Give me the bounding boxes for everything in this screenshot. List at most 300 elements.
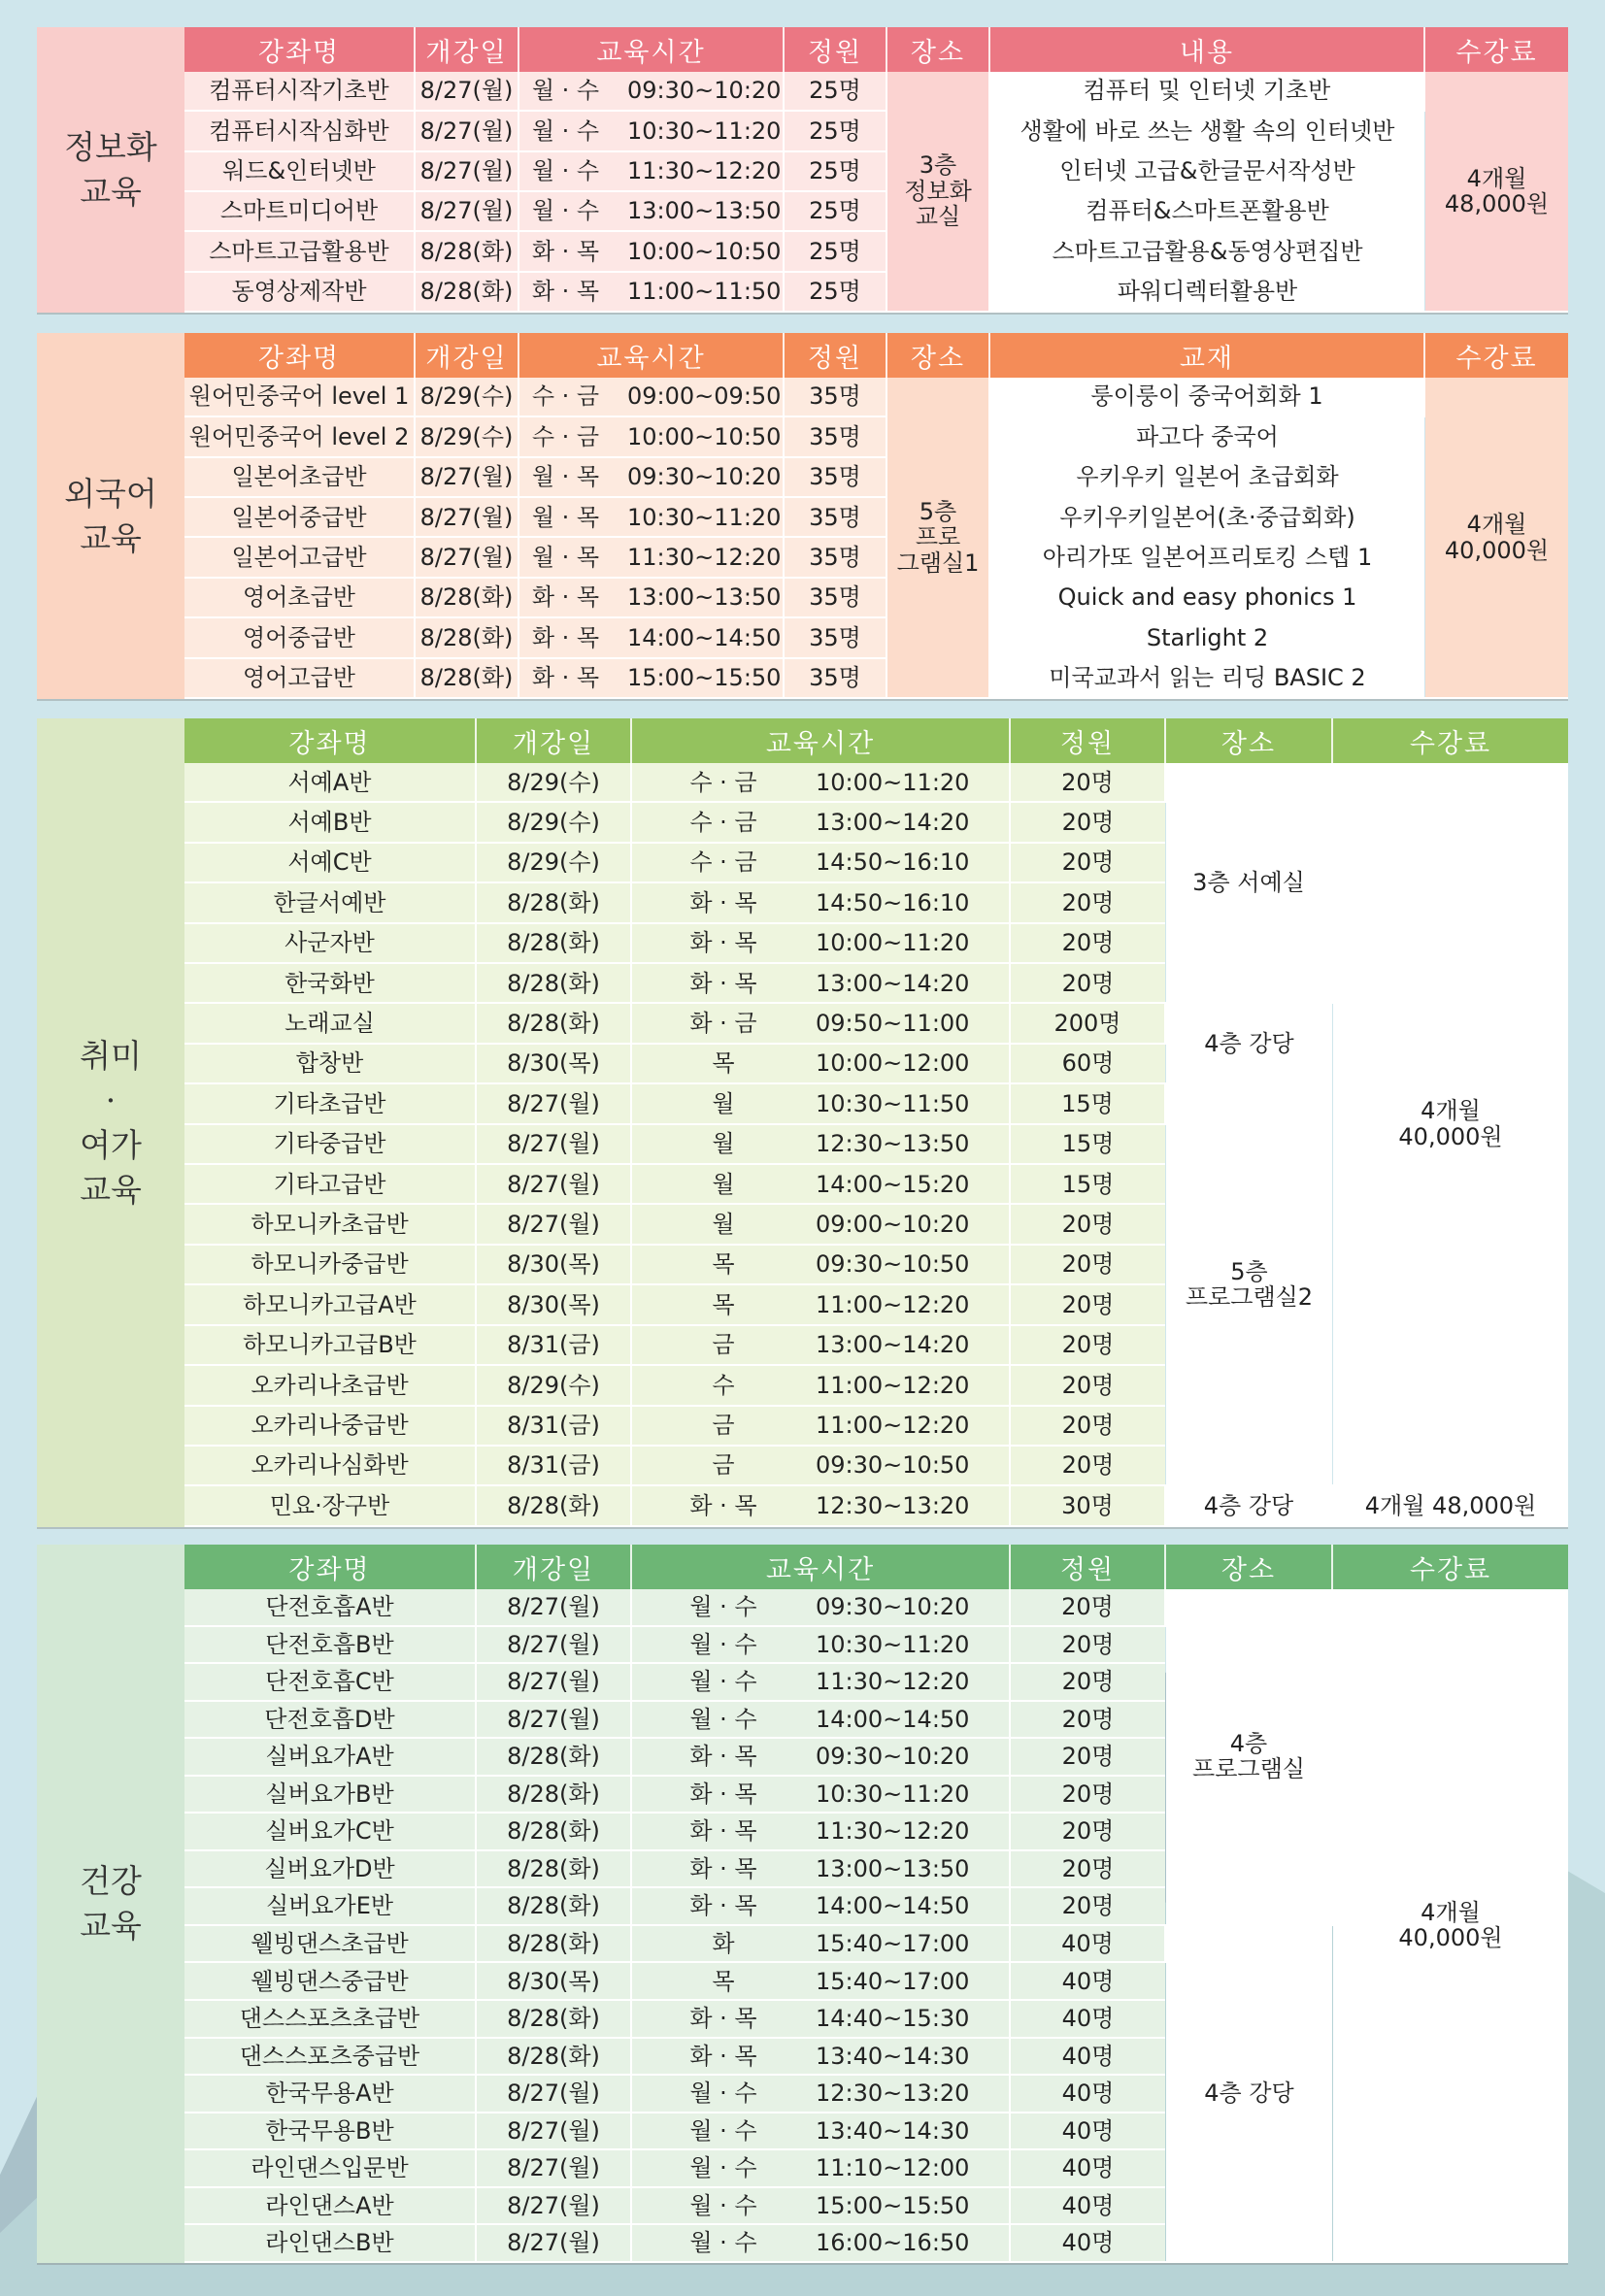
course-name: 오카리나심화반 bbox=[184, 1446, 476, 1485]
start-date: 8/28(화) bbox=[415, 658, 518, 698]
header-start: 개강일 bbox=[476, 1545, 631, 1589]
course-content: 우키우키 일본어 초급회화 bbox=[989, 457, 1424, 497]
start-date: 8/28(화) bbox=[476, 1738, 631, 1776]
start-date: 8/27(월) bbox=[476, 2113, 631, 2150]
header-capacity: 정원 bbox=[1010, 1545, 1165, 1589]
class-time-cell bbox=[518, 272, 784, 312]
class-time: 13:00~14:20 bbox=[816, 1331, 970, 1359]
table-row bbox=[184, 1589, 1568, 1626]
class-time-cell bbox=[518, 72, 784, 111]
capacity: 20명 bbox=[1010, 843, 1165, 882]
class-days: 수 · 금 bbox=[531, 383, 600, 411]
capacity: 20명 bbox=[1010, 763, 1165, 802]
start-date: 8/27(월) bbox=[476, 1589, 631, 1626]
class-days: 월 · 수 bbox=[689, 2116, 757, 2145]
table-row bbox=[184, 231, 1568, 271]
venue: 5층 프로그램실2 bbox=[1165, 1083, 1332, 1485]
class-days: 월 · 수 bbox=[689, 2080, 757, 2108]
section-hobby-education bbox=[37, 718, 1568, 1527]
course-name: 기타중급반 bbox=[184, 1124, 476, 1164]
course-content: 룽이룽이 중국어회화 1 bbox=[989, 378, 1424, 416]
class-days: 월 · 수 bbox=[689, 2191, 757, 2219]
course-content: 생활에 바로 쓰는 생활 속의 인터넷반 bbox=[989, 111, 1424, 150]
section-info-education bbox=[37, 27, 1568, 313]
capacity: 20명 bbox=[1010, 923, 1165, 963]
venue: 4층 강당 bbox=[1165, 1003, 1332, 1083]
class-time: 11:30~12:20 bbox=[816, 1817, 970, 1846]
table-row bbox=[184, 617, 1568, 657]
course-content: Quick and easy phonics 1 bbox=[989, 578, 1424, 617]
course-content: 파고다 중국어 bbox=[989, 416, 1424, 456]
class-time: 14:00~14:50 bbox=[627, 623, 782, 651]
class-time: 09:00~10:20 bbox=[816, 1210, 970, 1238]
capacity: 20명 bbox=[1010, 1406, 1165, 1446]
class-time: 09:00~09:50 bbox=[627, 383, 782, 411]
course-name: 실버요가C반 bbox=[184, 1813, 476, 1850]
course-name: 스마트미디어반 bbox=[184, 191, 415, 231]
capacity: 20명 bbox=[1010, 1589, 1165, 1626]
class-time: 09:30~10:20 bbox=[816, 1743, 970, 1771]
capacity: 20명 bbox=[1010, 1446, 1165, 1485]
class-time-cell bbox=[631, 1813, 1010, 1850]
capacity: 20명 bbox=[1010, 1887, 1165, 1925]
header-time: 교육시간 bbox=[518, 27, 784, 72]
capacity: 15명 bbox=[1010, 1164, 1165, 1204]
capacity: 40명 bbox=[1010, 1925, 1165, 1963]
class-time: 09:30~10:20 bbox=[627, 77, 782, 105]
class-time: 10:30~11:20 bbox=[816, 1630, 970, 1658]
table-row bbox=[184, 497, 1568, 537]
capacity: 20명 bbox=[1010, 882, 1165, 922]
class-days: 수 · 금 bbox=[689, 808, 757, 836]
start-date: 8/29(수) bbox=[415, 378, 518, 416]
header-fee: 수강료 bbox=[1332, 1545, 1568, 1589]
venue: 4층 강당 bbox=[1165, 1925, 1332, 2262]
course-name: 기타초급반 bbox=[184, 1083, 476, 1123]
class-days: 화 · 목 bbox=[689, 1817, 757, 1846]
class-days: 월 · 수 bbox=[689, 2229, 757, 2257]
header-venue: 장소 bbox=[1165, 718, 1332, 763]
class-time-cell bbox=[631, 1626, 1010, 1664]
class-time-cell bbox=[631, 1204, 1010, 1244]
course-name: 오카리나중급반 bbox=[184, 1406, 476, 1446]
course-name: 원어민중국어 level 1 bbox=[184, 378, 415, 416]
course-name: 단전호흡A반 bbox=[184, 1589, 476, 1626]
fee: 4개월 40,000원 bbox=[1332, 763, 1568, 1485]
class-time: 15:00~15:50 bbox=[627, 664, 782, 692]
capacity: 20명 bbox=[1010, 1813, 1165, 1850]
class-time: 11:00~11:50 bbox=[627, 278, 782, 306]
class-days: 금 bbox=[712, 1412, 735, 1439]
class-time: 11:10~12:00 bbox=[816, 2154, 970, 2182]
class-days: 월 · 수 bbox=[689, 1668, 757, 1696]
course-name: 단전호흡B반 bbox=[184, 1626, 476, 1664]
capacity: 25명 bbox=[784, 111, 886, 150]
course-name: 동영상제작반 bbox=[184, 272, 415, 312]
class-time: 14:40~15:30 bbox=[816, 2005, 970, 2033]
capacity: 25명 bbox=[784, 191, 886, 231]
class-time: 09:50~11:00 bbox=[816, 1009, 970, 1037]
class-time-cell bbox=[631, 1284, 1010, 1324]
capacity: 35명 bbox=[784, 537, 886, 577]
course-name: 일본어중급반 bbox=[184, 497, 415, 537]
capacity: 40명 bbox=[1010, 2000, 1165, 2038]
capacity: 25명 bbox=[784, 72, 886, 111]
start-date: 8/30(목) bbox=[476, 1245, 631, 1284]
capacity: 20명 bbox=[1010, 1204, 1165, 1244]
class-time-cell bbox=[631, 802, 1010, 842]
class-time: 11:00~12:20 bbox=[816, 1371, 970, 1399]
class-time: 16:00~16:50 bbox=[816, 2229, 970, 2257]
course-name: 노래교실 bbox=[184, 1003, 476, 1043]
table-row bbox=[184, 537, 1568, 577]
class-time: 11:30~12:20 bbox=[627, 157, 782, 185]
class-days: 월 · 수 bbox=[531, 197, 600, 225]
course-name: 서예B반 bbox=[184, 802, 476, 842]
course-table bbox=[184, 1545, 1568, 2263]
course-name: 스마트고급활용반 bbox=[184, 231, 415, 271]
start-date: 8/28(화) bbox=[415, 272, 518, 312]
class-days: 월 bbox=[712, 1210, 735, 1238]
class-days: 월 bbox=[712, 1130, 735, 1158]
start-date: 8/28(화) bbox=[415, 617, 518, 657]
course-content: 미국교과서 읽는 리딩 BASIC 2 bbox=[989, 658, 1424, 698]
course-table bbox=[184, 333, 1568, 699]
start-date: 8/27(월) bbox=[476, 2187, 631, 2225]
class-days: 화 · 목 bbox=[689, 1854, 757, 1882]
course-name: 라인댄스A반 bbox=[184, 2187, 476, 2225]
capacity: 20명 bbox=[1010, 1738, 1165, 1776]
capacity: 40명 bbox=[1010, 2038, 1165, 2076]
course-name: 컴퓨터시작심화반 bbox=[184, 111, 415, 150]
class-days: 월 · 수 bbox=[531, 116, 600, 145]
start-date: 8/28(화) bbox=[476, 1485, 631, 1526]
capacity: 20명 bbox=[1010, 963, 1165, 1003]
course-content: 컴퓨터 및 인터넷 기초반 bbox=[989, 72, 1424, 111]
start-date: 8/29(수) bbox=[476, 763, 631, 802]
class-days: 월 · 수 bbox=[689, 1705, 757, 1733]
class-time: 13:00~13:50 bbox=[627, 197, 782, 225]
class-days: 월 · 수 bbox=[689, 1593, 757, 1621]
start-date: 8/28(화) bbox=[476, 882, 631, 922]
class-time-cell bbox=[631, 1776, 1010, 1814]
start-date: 8/27(월) bbox=[415, 497, 518, 537]
header-capacity: 정원 bbox=[784, 333, 886, 378]
course-name: 웰빙댄스중급반 bbox=[184, 1962, 476, 2000]
course-name: 영어초급반 bbox=[184, 578, 415, 617]
header-fee: 수강료 bbox=[1332, 718, 1568, 763]
class-time: 09:30~10:50 bbox=[816, 1451, 970, 1480]
course-name: 라인댄스B반 bbox=[184, 2224, 476, 2262]
course-name: 실버요가E반 bbox=[184, 1887, 476, 1925]
class-days: 화 · 목 bbox=[531, 583, 600, 612]
class-time-cell bbox=[631, 2187, 1010, 2225]
course-name: 한국화반 bbox=[184, 963, 476, 1003]
capacity: 30명 bbox=[1010, 1485, 1165, 1526]
course-table bbox=[184, 27, 1568, 313]
capacity: 20명 bbox=[1010, 1776, 1165, 1814]
header-start: 개강일 bbox=[415, 27, 518, 72]
course-name: 일본어초급반 bbox=[184, 457, 415, 497]
class-days: 수 bbox=[712, 1371, 735, 1399]
class-time: 14:50~16:10 bbox=[816, 888, 970, 916]
class-time: 10:00~10:50 bbox=[627, 237, 782, 265]
start-date: 8/31(금) bbox=[476, 1325, 631, 1365]
class-time: 12:30~13:50 bbox=[816, 1130, 970, 1158]
class-time-cell bbox=[631, 1485, 1010, 1526]
class-days: 월 bbox=[712, 1089, 735, 1117]
class-time-cell bbox=[631, 2113, 1010, 2150]
start-date: 8/31(금) bbox=[476, 1406, 631, 1446]
table-row bbox=[184, 763, 1568, 802]
class-days: 화 · 목 bbox=[689, 1892, 757, 1920]
class-time-cell bbox=[631, 1164, 1010, 1204]
class-days: 화 · 금 bbox=[689, 1009, 757, 1037]
class-time: 11:00~12:20 bbox=[816, 1412, 970, 1439]
class-time-cell bbox=[518, 191, 784, 231]
class-time: 13:00~14:20 bbox=[816, 969, 970, 997]
capacity: 15명 bbox=[1010, 1124, 1165, 1164]
start-date: 8/31(금) bbox=[476, 1446, 631, 1485]
class-time-cell bbox=[631, 2149, 1010, 2187]
class-time-cell bbox=[631, 1003, 1010, 1043]
start-date: 8/27(월) bbox=[476, 2075, 631, 2113]
class-time-cell bbox=[631, 923, 1010, 963]
class-time: 10:00~12:00 bbox=[816, 1049, 970, 1078]
class-time: 13:00~13:50 bbox=[816, 1854, 970, 1882]
header-venue: 장소 bbox=[1165, 1545, 1332, 1589]
course-name: 댄스스포츠중급반 bbox=[184, 2038, 476, 2076]
class-time: 15:00~15:50 bbox=[816, 2191, 970, 2219]
table-row bbox=[184, 416, 1568, 456]
capacity: 60명 bbox=[1010, 1044, 1165, 1083]
class-days: 화 bbox=[712, 1929, 735, 1957]
class-time-cell bbox=[631, 2075, 1010, 2113]
class-time-cell bbox=[631, 843, 1010, 882]
header-textbook: 교재 bbox=[989, 333, 1424, 378]
start-date: 8/29(수) bbox=[476, 802, 631, 842]
start-date: 8/28(화) bbox=[476, 963, 631, 1003]
course-name: 한국무용A반 bbox=[184, 2075, 476, 2113]
capacity: 20명 bbox=[1010, 1365, 1165, 1405]
class-time-cell bbox=[631, 2224, 1010, 2262]
start-date: 8/28(화) bbox=[415, 578, 518, 617]
class-time-cell bbox=[631, 2038, 1010, 2076]
course-name: 오카리나초급반 bbox=[184, 1365, 476, 1405]
class-time: 13:00~14:20 bbox=[816, 808, 970, 836]
course-name: 실버요가A반 bbox=[184, 1738, 476, 1776]
header-course: 강좌명 bbox=[184, 27, 415, 72]
class-days: 화 · 목 bbox=[531, 278, 600, 306]
class-time-cell bbox=[518, 658, 784, 698]
course-name: 하모니카중급반 bbox=[184, 1245, 476, 1284]
course-content: 스마트고급활용&동영상편집반 bbox=[989, 231, 1424, 271]
start-date: 8/28(화) bbox=[476, 923, 631, 963]
start-date: 8/29(수) bbox=[415, 416, 518, 456]
class-days: 수 · 금 bbox=[531, 422, 600, 450]
class-days: 월 · 수 bbox=[689, 2154, 757, 2182]
table-header-row bbox=[184, 27, 1568, 72]
course-name: 민요·장구반 bbox=[184, 1485, 476, 1526]
class-time: 10:30~11:50 bbox=[816, 1089, 970, 1117]
header-venue: 장소 bbox=[886, 333, 989, 378]
table-row bbox=[184, 457, 1568, 497]
class-time-cell bbox=[518, 111, 784, 150]
class-time-cell bbox=[518, 578, 784, 617]
class-days: 월 · 목 bbox=[531, 503, 600, 531]
class-time: 10:30~11:20 bbox=[816, 1780, 970, 1808]
class-days: 수 · 금 bbox=[689, 849, 757, 877]
class-days: 월 · 목 bbox=[531, 463, 600, 491]
header-course: 강좌명 bbox=[184, 333, 415, 378]
class-days: 월 bbox=[712, 1170, 735, 1198]
class-days: 화 · 목 bbox=[531, 664, 600, 692]
class-days: 목 bbox=[712, 1250, 735, 1279]
course-name: 한글서예반 bbox=[184, 882, 476, 922]
capacity: 35명 bbox=[784, 378, 886, 416]
table-header-row bbox=[184, 1545, 1568, 1589]
class-days: 화 · 목 bbox=[689, 969, 757, 997]
course-name: 웰빙댄스초급반 bbox=[184, 1925, 476, 1963]
course-content: 인터넷 고급&한글문서작성반 bbox=[989, 151, 1424, 191]
capacity: 40명 bbox=[1010, 2149, 1165, 2187]
venue: 5층 프로 그램실1 bbox=[886, 378, 989, 698]
class-time: 10:30~11:20 bbox=[627, 116, 782, 145]
course-name: 사군자반 bbox=[184, 923, 476, 963]
class-days: 목 bbox=[712, 1967, 735, 1995]
class-time-cell bbox=[631, 1446, 1010, 1485]
table-row bbox=[184, 658, 1568, 698]
table-row bbox=[184, 1485, 1568, 1526]
course-name: 합창반 bbox=[184, 1044, 476, 1083]
fee: 4개월 40,000원 bbox=[1424, 378, 1568, 698]
class-time: 12:30~13:20 bbox=[816, 1491, 970, 1519]
start-date: 8/28(화) bbox=[476, 1813, 631, 1850]
start-date: 8/27(월) bbox=[415, 151, 518, 191]
table-row bbox=[184, 191, 1568, 231]
table-row bbox=[184, 72, 1568, 111]
class-days: 월 · 수 bbox=[531, 157, 600, 185]
section-label: 정보화 교육 bbox=[37, 27, 184, 313]
class-time: 15:40~17:00 bbox=[816, 1967, 970, 1995]
class-time: 10:00~10:50 bbox=[627, 422, 782, 450]
course-name: 서예A반 bbox=[184, 763, 476, 802]
capacity: 20명 bbox=[1010, 802, 1165, 842]
class-time-cell bbox=[631, 1083, 1010, 1123]
table-row bbox=[184, 272, 1568, 312]
start-date: 8/30(목) bbox=[476, 1044, 631, 1083]
header-fee: 수강료 bbox=[1424, 27, 1568, 72]
class-time-cell bbox=[631, 1738, 1010, 1776]
capacity: 25명 bbox=[784, 231, 886, 271]
start-date: 8/30(목) bbox=[476, 1962, 631, 2000]
capacity: 40명 bbox=[1010, 2075, 1165, 2113]
capacity: 40명 bbox=[1010, 1962, 1165, 2000]
class-time-cell bbox=[631, 882, 1010, 922]
start-date: 8/27(월) bbox=[476, 1164, 631, 1204]
course-name: 라인댄스입문반 bbox=[184, 2149, 476, 2187]
class-time: 14:00~14:50 bbox=[816, 1705, 970, 1733]
class-time-cell bbox=[631, 1925, 1010, 1963]
class-time-cell bbox=[518, 617, 784, 657]
start-date: 8/27(월) bbox=[476, 1626, 631, 1664]
course-name: 단전호흡C반 bbox=[184, 1663, 476, 1701]
header-capacity: 정원 bbox=[1010, 718, 1165, 763]
start-date: 8/28(화) bbox=[476, 2038, 631, 2076]
start-date: 8/27(월) bbox=[476, 2224, 631, 2262]
class-time: 09:30~10:20 bbox=[816, 1593, 970, 1621]
course-name: 한국무용B반 bbox=[184, 2113, 476, 2150]
course-name: 워드&인터넷반 bbox=[184, 151, 415, 191]
class-time-cell bbox=[631, 1962, 1010, 2000]
capacity: 200명 bbox=[1010, 1003, 1165, 1043]
start-date: 8/27(월) bbox=[415, 72, 518, 111]
course-name: 컴퓨터시작기초반 bbox=[184, 72, 415, 111]
class-days: 화 · 목 bbox=[689, 1491, 757, 1519]
class-time: 12:30~13:20 bbox=[816, 2080, 970, 2108]
capacity: 20명 bbox=[1010, 1850, 1165, 1888]
class-time-cell bbox=[631, 1887, 1010, 1925]
fee: 4개월 48,000원 bbox=[1332, 1485, 1568, 1526]
class-time-cell bbox=[631, 1044, 1010, 1083]
class-time-cell bbox=[518, 537, 784, 577]
course-content: Starlight 2 bbox=[989, 617, 1424, 657]
capacity: 40명 bbox=[1010, 2113, 1165, 2150]
class-time: 13:40~14:30 bbox=[816, 2042, 970, 2070]
fee: 4개월 48,000원 bbox=[1424, 72, 1568, 312]
capacity: 20명 bbox=[1010, 1245, 1165, 1284]
capacity: 20명 bbox=[1010, 1325, 1165, 1365]
class-time-cell bbox=[631, 1663, 1010, 1701]
class-time: 10:30~11:20 bbox=[627, 503, 782, 531]
start-date: 8/28(화) bbox=[476, 1003, 631, 1043]
capacity: 40명 bbox=[1010, 2224, 1165, 2262]
capacity: 35명 bbox=[784, 658, 886, 698]
class-time: 11:30~12:20 bbox=[816, 1668, 970, 1696]
class-time: 15:40~17:00 bbox=[816, 1929, 970, 1957]
start-date: 8/28(화) bbox=[415, 231, 518, 271]
section-label: 취미 · 여가 교육 bbox=[37, 718, 184, 1527]
class-time-cell bbox=[518, 151, 784, 191]
course-name: 원어민중국어 level 2 bbox=[184, 416, 415, 456]
capacity: 35명 bbox=[784, 497, 886, 537]
start-date: 8/27(월) bbox=[415, 457, 518, 497]
header-content: 내용 bbox=[989, 27, 1424, 72]
course-content: 파워디렉터활용반 bbox=[989, 272, 1424, 312]
header-course: 강좌명 bbox=[184, 718, 476, 763]
class-days: 월 · 수 bbox=[531, 77, 600, 105]
venue: 4층 강당 bbox=[1165, 1485, 1332, 1526]
course-name: 영어고급반 bbox=[184, 658, 415, 698]
course-content: 우키우키일본어(초·중급회화) bbox=[989, 497, 1424, 537]
table-header-row bbox=[184, 333, 1568, 378]
header-time: 교육시간 bbox=[631, 718, 1010, 763]
class-time-cell bbox=[631, 1701, 1010, 1739]
course-name: 실버요가D반 bbox=[184, 1850, 476, 1888]
start-date: 8/29(수) bbox=[476, 1365, 631, 1405]
class-time: 14:50~16:10 bbox=[816, 849, 970, 877]
section-label: 외국어 교육 bbox=[37, 333, 184, 699]
class-days: 화 · 목 bbox=[689, 888, 757, 916]
header-start: 개강일 bbox=[476, 718, 631, 763]
class-days: 목 bbox=[712, 1290, 735, 1318]
capacity: 40명 bbox=[1010, 2187, 1165, 2225]
start-date: 8/27(월) bbox=[476, 1124, 631, 1164]
class-days: 수 · 금 bbox=[689, 768, 757, 796]
table-row bbox=[184, 111, 1568, 150]
capacity: 35명 bbox=[784, 578, 886, 617]
course-name: 하모니카초급반 bbox=[184, 1204, 476, 1244]
